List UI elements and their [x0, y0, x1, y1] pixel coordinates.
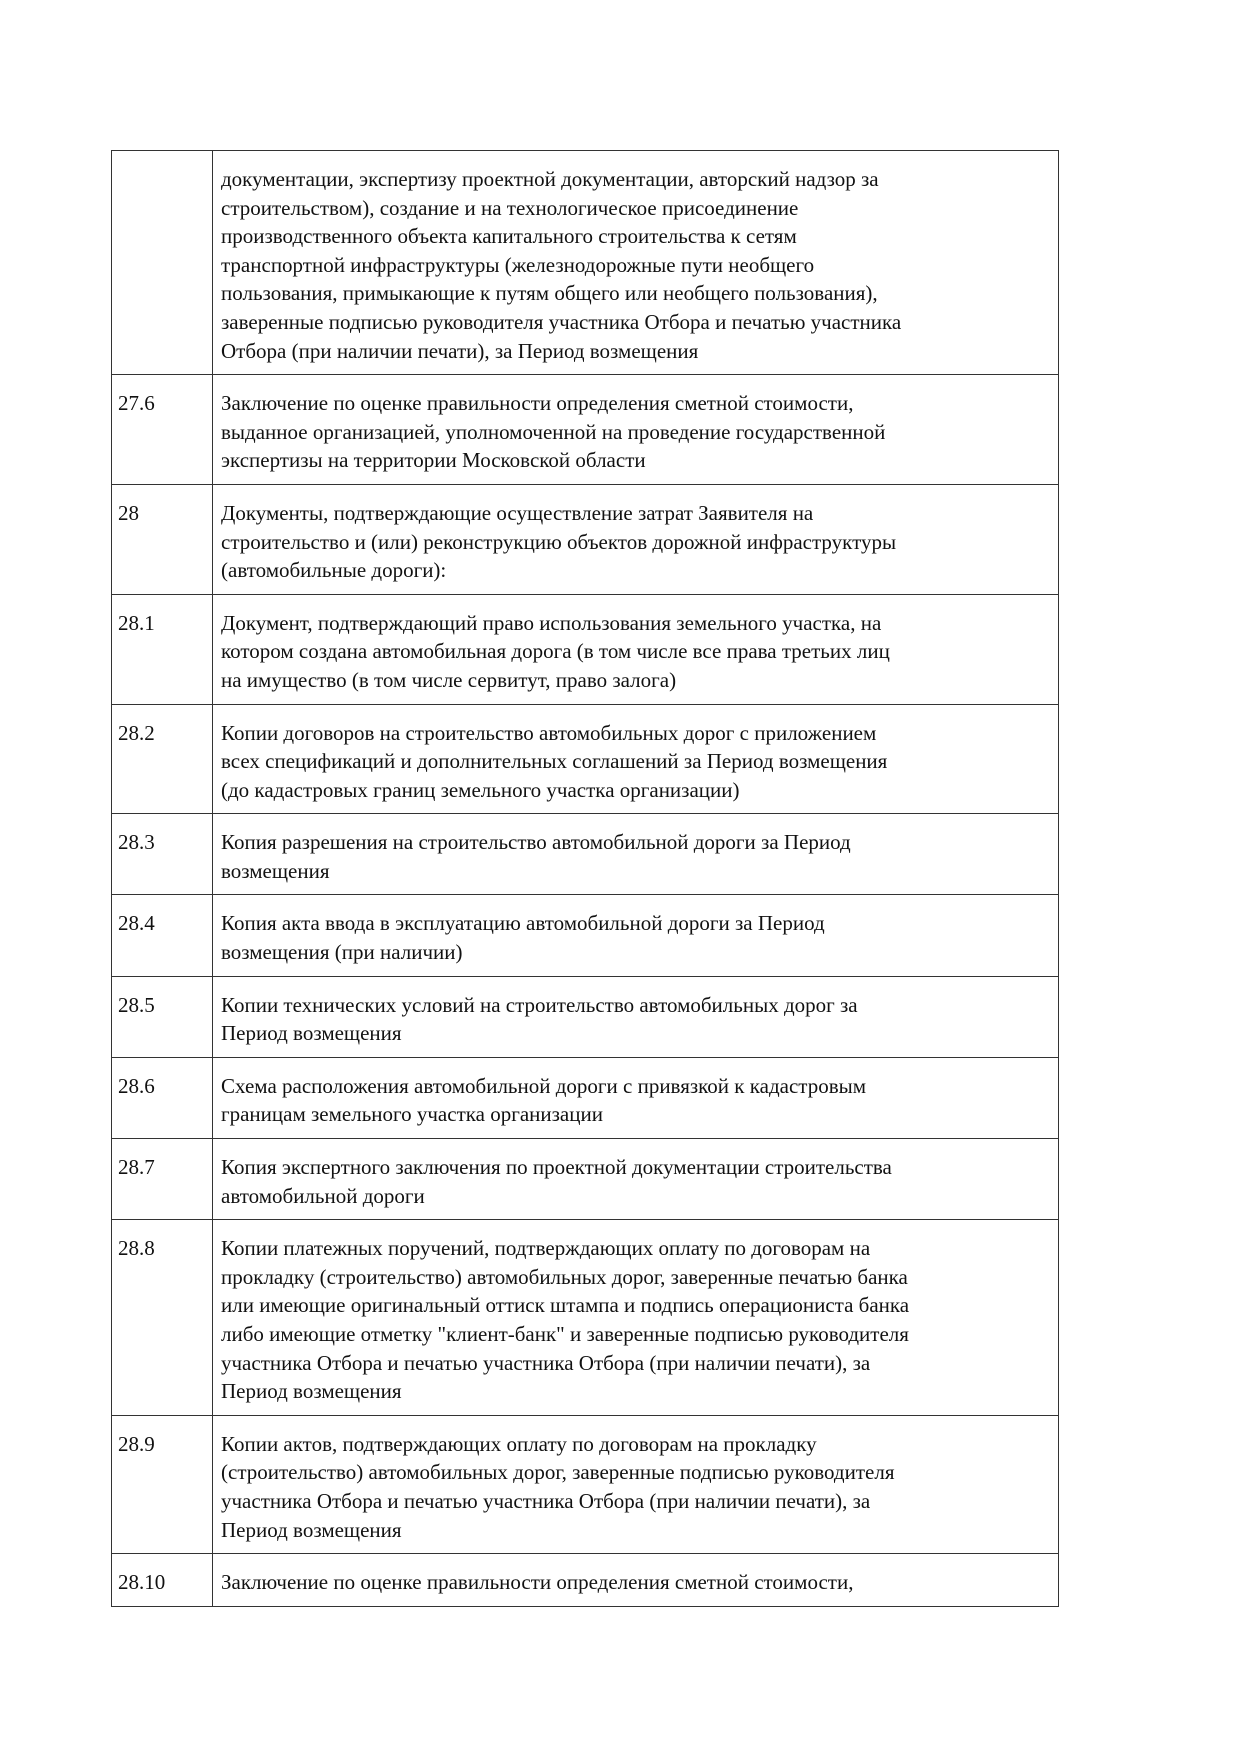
row-number: 28.5 [112, 976, 213, 1057]
row-number: 28.3 [112, 814, 213, 895]
table-row [112, 704, 1059, 814]
row-number: 28.4 [112, 895, 213, 976]
row-description: Копии актов, подтверждающих оплату по договорам на прокладку (строительство) автомобильных дорог, заверенные подписью руководителя участника Отбора и печатью участника Отбора (при наличии печати), за Период возмещения [213, 1415, 1059, 1553]
documents-table [111, 150, 1059, 1607]
row-description: Копии договоров на строительство автомобильных дорог с приложением всех спецификаций и дополнительных соглашений за Период возмещения (до кадастровых границ земельного участка организации) [213, 704, 1059, 814]
row-number: 28.6 [112, 1057, 213, 1138]
row-number [112, 151, 213, 375]
row-description: Копии платежных поручений, подтверждающих оплату по договорам на прокладку (строительство) автомобильных дорог, заверенные печатью банка или имеющие оригинальный оттиск штампа и подпись операциониста банка либо имеющие отметку "клиент-банк" и заверенные подписью руководителя участника Отбора и печатью участника Отбора (при наличии печати), за Период возмещения [213, 1220, 1059, 1416]
table-row [112, 1554, 1059, 1607]
row-description: Заключение по оценке правильности определения сметной стоимости, выданное организацией, уполномоченной на проведение государственной экспертизы на территории Московской области [213, 375, 1059, 485]
row-description: Документ, подтверждающий право использования земельного участка, на котором создана автомобильная дорога (в том числе все права третьих лиц на имущество (в том числе сервитут, право залога) [213, 594, 1059, 704]
table-row [112, 594, 1059, 704]
table-row [112, 151, 1059, 375]
row-description: Копия акта ввода в эксплуатацию автомобильной дороги за Период возмещения (при наличии) [213, 895, 1059, 976]
table-row [112, 1415, 1059, 1553]
table-row [112, 1057, 1059, 1138]
row-number: 28.8 [112, 1220, 213, 1416]
row-description: Документы, подтверждающие осуществление затрат Заявителя на строительство и (или) реконструкцию объектов дорожной инфраструктуры (автомобильные дороги): [213, 484, 1059, 594]
row-description: Схема расположения автомобильной дороги с привязкой к кадастровым границам земельного участка организации [213, 1057, 1059, 1138]
table-row [112, 976, 1059, 1057]
table-row [112, 1220, 1059, 1416]
row-number: 28.1 [112, 594, 213, 704]
table-row [112, 814, 1059, 895]
row-description: документации, экспертизу проектной документации, авторский надзор за строительством), создание и на технологическое присоединение производственного объекта капитального строительства к сетям транспортной инфраструктуры (железнодорожные пути необщего пользования, примыкающие к путям общего или необщего пользования), заверенные подписью руководителя участника Отбора и печатью участника Отбора (при наличии печати), за Период возмещения [213, 151, 1059, 375]
row-number: 28.2 [112, 704, 213, 814]
row-number: 27.6 [112, 375, 213, 485]
row-number: 28.7 [112, 1139, 213, 1220]
row-description: Копия экспертного заключения по проектной документации строительства автомобильной дороги [213, 1139, 1059, 1220]
table-row [112, 375, 1059, 485]
row-number: 28.10 [112, 1554, 213, 1607]
table-row [112, 1139, 1059, 1220]
table-row [112, 895, 1059, 976]
row-description: Копия разрешения на строительство автомобильной дороги за Период возмещения [213, 814, 1059, 895]
row-number: 28.9 [112, 1415, 213, 1553]
table-row [112, 484, 1059, 594]
row-description: Заключение по оценке правильности определения сметной стоимости, [213, 1554, 1059, 1607]
row-number: 28 [112, 484, 213, 594]
row-description: Копии технических условий на строительство автомобильных дорог за Период возмещения [213, 976, 1059, 1057]
